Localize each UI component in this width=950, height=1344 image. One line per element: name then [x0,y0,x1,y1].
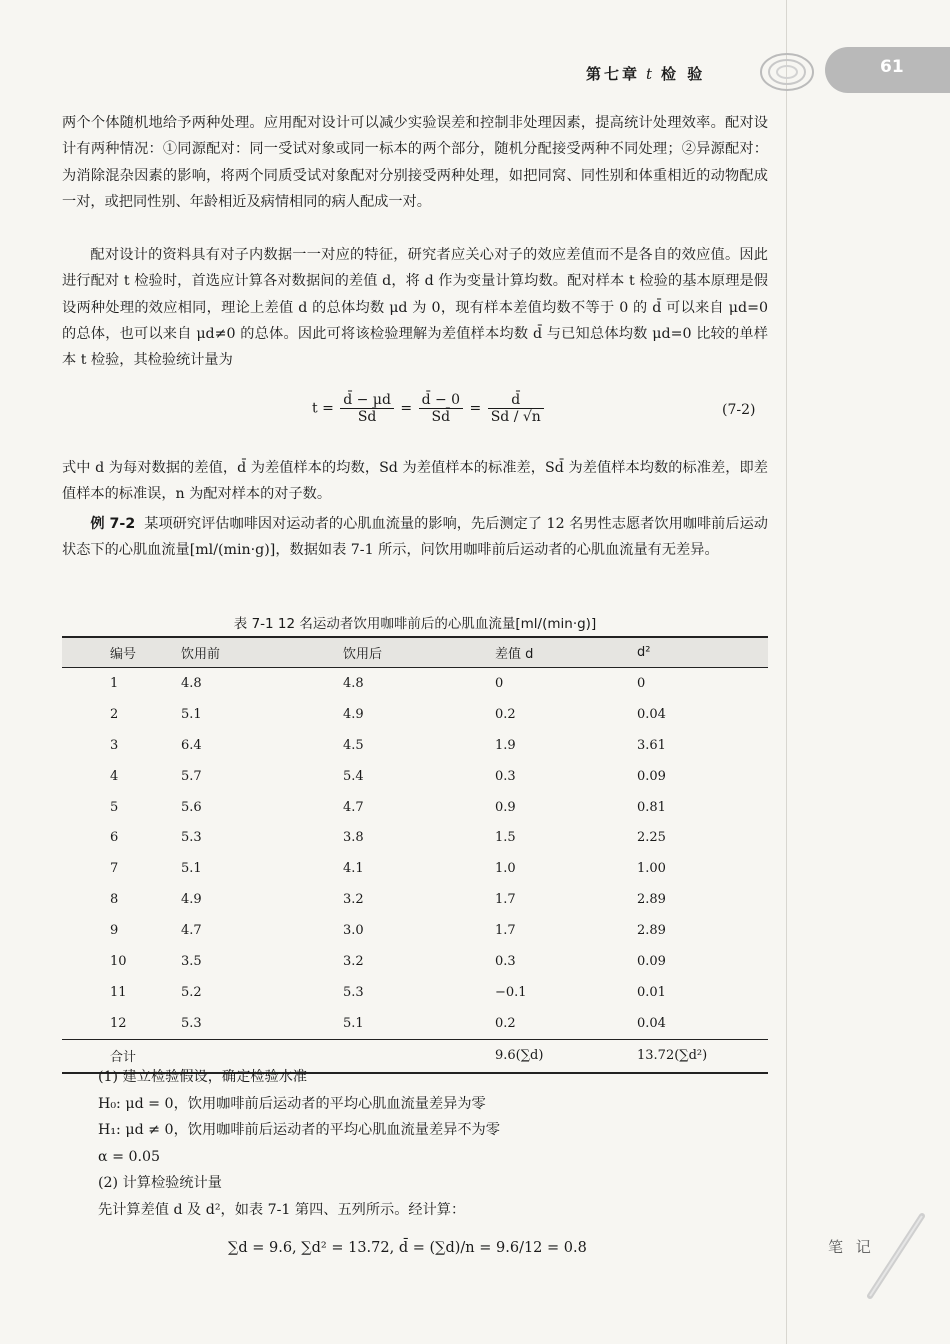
cell-diff-squared: 0.01 [637,984,666,1000]
cell-after: 4.8 [343,675,364,691]
cell-diff: −0.1 [495,984,527,1000]
cell-after: 4.1 [343,861,364,877]
formula-den-3: Sd / √n [490,409,541,425]
cell-before: 5.1 [181,706,202,722]
formula-den-2: Sd̄ [431,409,451,425]
header-diff-squared: d² [636,637,768,668]
cell-before: 5.1 [181,861,202,877]
paragraph-1-text: 两个个体随机地给予两种处理。应用配对设计可以减少实验误差和控制非处理因素，提高统计处理效率。配对设计有两种情况：①同源配对：同一受试对象或同一标本的两个部分，随机分配接受两种不同处理；②异源配对：为消除混杂因素的影响，将两个同质受试对象配对分别接受两种处理，如把同窝、同性别和体重相近的动物配成一对，或把同性别、年龄相近及病情相同的病人配成一对。 [62,115,768,210]
chapter-prefix: 第七章 [586,65,641,83]
table-row [62,730,768,761]
paragraph-1 [62,110,768,215]
cell-diff-squared: 2.25 [637,830,666,846]
paragraph-3 [62,455,768,508]
chapter-title [586,63,705,84]
cell-diff: 1.0 [495,861,516,877]
cell-diff-squared: 0.81 [637,799,666,815]
cell-id: 8 [110,892,119,908]
formula-eq-1: = [400,400,413,417]
cell-id: 7 [110,861,119,877]
cell-diff: 1.7 [495,892,516,908]
cell-before: 5.3 [181,1015,202,1031]
formula-num-1: d̄ − μd [340,392,394,409]
chapter-suffix: 检 验 [661,65,706,83]
cell-diff: 0.3 [495,768,516,784]
cell-after: 3.2 [343,892,364,908]
table-row [62,946,768,977]
cell-before: 4.7 [181,923,202,939]
cell-id: 3 [110,737,119,753]
cell-diff-squared: 0.04 [637,706,666,722]
cell-diff-squared: 0.09 [637,768,666,784]
cell-before: 4.9 [181,892,202,908]
cell-after: 4.7 [343,799,364,815]
cell-after: 4.5 [343,737,364,753]
cell-id: 5 [110,799,119,815]
cell-before: 5.6 [181,799,202,815]
table-row [62,853,768,884]
cell-diff: 0.9 [495,799,516,815]
cell-before: 5.2 [181,984,202,1000]
header-id: 编号 [62,637,181,668]
decorative-swirl-icon [757,48,817,96]
data-table [62,636,768,1074]
table-row [62,884,768,915]
example-text: 某项研究评估咖啡因对运动者的心肌血流量的影响，先后测定了 12 名男性志愿者饮用咖啡前后运动状态下的心肌血流量[ml/(min·g)]，数据如表 7-1 所示，问饮用咖啡前后运动者的心肌血流量有无差异。 [62,516,768,559]
table-row [62,668,768,699]
cell-before: 5.7 [181,768,202,784]
paragraph-2-text: 配对设计的资料具有对子内数据一一对应的特征，研究者应关心对子的效应差值而不是各自的效应值。因此进行配对 t 检验时，首选应计算各对数据间的差值 d，将 d 作为变量计算均数。配对样本 t 检验的基本原理是假设两种处理的效应相同，理论上差值 d 的总体均数 μd 为 0，现有样本差值均数不等于 0 的 d̄ 可以来自 μd=0 的总体，也可以来自 μd≠0 的总体。因此可将该检验理解为差值样本均数 d̄ 与已知总体均数 μd=0 比较的单样本 t 检验，其检验统计量为 [62,247,768,369]
cell-diff: 0.2 [495,1015,516,1031]
calculation-formula: ∑d = 9.6, ∑d² = 13.72, d̄ = (∑d)/n = 9.6/12 = 0.8 [228,1240,587,1256]
formula-fraction-1 [340,392,394,425]
pencil-icon [860,1212,930,1302]
cell-before: 5.3 [181,830,202,846]
cell-after: 3.2 [343,953,364,969]
cell-after: 3.0 [343,923,364,939]
cell-id: 9 [110,923,119,939]
cell-diff: 1.9 [495,737,516,753]
formula-fraction-3 [488,392,544,425]
cell-diff-squared: 0.09 [637,953,666,969]
table-caption: 表 7-1 12 名运动者饮用咖啡前后的心肌血流量[ml/(min·g)] [233,616,597,632]
paragraph-2 [62,242,768,373]
alpha-level: α = 0.05 [98,1148,161,1165]
cell-after: 3.8 [343,830,364,846]
cell-after: 4.9 [343,706,364,722]
cell-after: 5.3 [343,984,364,1000]
cell-id: 2 [110,706,119,722]
table-row [62,761,768,792]
cell-id: 12 [110,1015,127,1031]
step-2: (2) 计算检验统计量 [98,1175,222,1192]
hypothesis-h1: H₁: μd ≠ 0，饮用咖啡前后运动者的平均心肌血流量差异不为零 [98,1122,500,1139]
header-after: 饮用后 [342,637,494,668]
formula-7-2 [312,392,546,425]
formula-eq-2: = [469,400,482,417]
formula-den-1: Sd̄ [357,409,377,425]
example-label: 例 7-2 [90,516,136,532]
cell-after: 5.1 [343,1015,364,1031]
header-before: 饮用前 [181,637,342,668]
cell-diff: 1.5 [495,830,516,846]
cell-diff: 1.7 [495,923,516,939]
table-header-row [62,637,768,668]
margin-divider [786,0,787,1344]
table-row [62,915,768,946]
cell-diff-squared: 1.00 [637,861,666,877]
cell-id: 6 [110,830,119,846]
page-number: 61 [880,57,904,77]
table-row [62,792,768,823]
solution-steps [98,1064,778,1224]
table-row [62,699,768,730]
formula-fraction-2 [419,392,464,425]
cell-before: 3.5 [181,953,202,969]
calc-intro: 先计算差值 d 及 d²，如表 7-1 第四、五列所示。经计算： [98,1201,466,1218]
paragraph-3-text: 式中 d 为每对数据的差值，d̄ 为差值样本的均数，Sd 为差值样本的标准差，Sd̄ 为差值样本均数的标准差，即差值样本的标准误，n 为配对样本的对子数。 [62,460,768,503]
cell-id: 10 [110,953,127,969]
cell-diff-squared: 2.89 [637,923,666,939]
paragraph-4 [62,511,768,564]
notes-label: 笔 记 [828,1238,875,1256]
step-1: (1) 建立检验假设，确定检验水准 [98,1069,308,1085]
total-label: 合计 [62,1039,181,1073]
cell-diff: 0.2 [495,706,516,722]
cell-diff: 0 [495,675,504,691]
cell-id: 1 [110,675,119,691]
formula-num-2: d̄ − 0 [419,392,464,409]
table-row [62,822,768,853]
cell-diff-squared: 2.89 [637,892,666,908]
cell-diff-squared: 0.04 [637,1015,666,1031]
cell-id: 11 [110,984,127,1000]
table-row [62,1008,768,1039]
table-body [62,668,768,1040]
cell-diff-squared: 3.61 [637,737,666,753]
table-row [62,977,768,1008]
cell-after: 5.4 [343,768,364,784]
cell-before: 4.8 [181,675,202,691]
hypothesis-h0: H₀: μd = 0，饮用咖啡前后运动者的平均心肌血流量差异为零 [98,1095,486,1112]
formula-t: t = [312,400,334,417]
formula-num-3: d̄ [488,392,544,409]
cell-id: 4 [110,768,119,784]
total-diff: 9.6(∑d) [494,1039,636,1073]
total-diff-squared: 13.72(∑d²) [636,1039,768,1073]
cell-before: 6.4 [181,737,202,753]
cell-diff-squared: 0 [637,675,646,691]
equation-label: (7-2) [722,402,756,418]
header-diff: 差值 d [494,637,636,668]
chapter-t: t [646,65,656,83]
cell-diff: 0.3 [495,953,516,969]
